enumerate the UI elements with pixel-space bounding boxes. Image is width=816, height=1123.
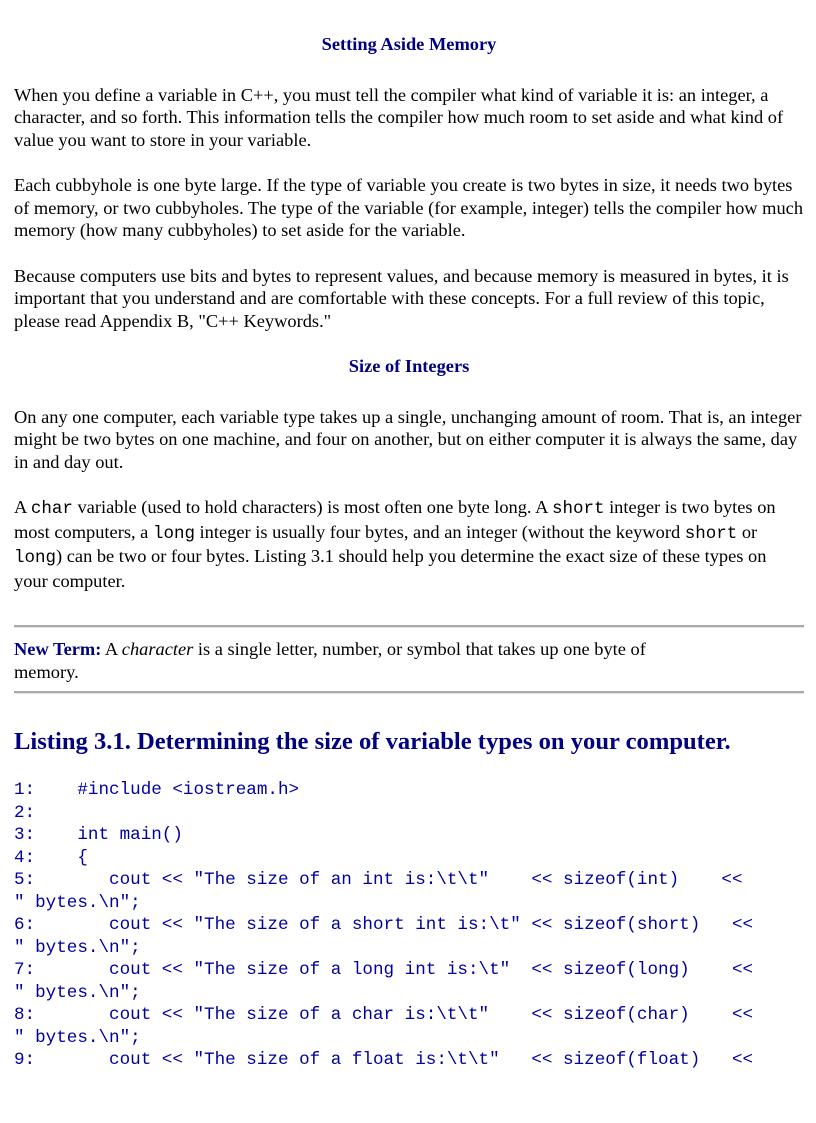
listing-title: Listing 3.1. Determining the size of variable types on your computer. [14,728,731,755]
note-term: character [121,639,194,659]
text-span: integer is two bytes on most computers, a [14,497,776,542]
code-line: " bytes.\n"; [14,937,141,958]
paragraph: When you define a variable in C++, you must tell the compiler what kind of variable it is: an integer, a character, and so forth. This information tells the compiler how much room to set aside and what kind of value you want to store in your variable. [14,84,784,150]
code-line: 1: #include <iostream.h> [14,780,300,800]
code-line: 7: cout << "The size of a long int is:\t" << sizeof(long) << [14,960,754,980]
code-line: 6: cout << "The size of a short int is:\t" << sizeof(short) << [14,915,754,935]
paragraph: Because computers use bits and bytes to represent values, and because memory is measured in bytes, it is important that you understand and are comfortable with these concepts. For a full review of this topic, please read Appendix B, "C++ Keywords." [14,265,789,331]
keyword-short: short [684,523,738,544]
document-page [14,0,804,1072]
note-label: New Term: [14,639,102,659]
code-line: " bytes.\n"; [14,1027,141,1048]
code-line: " bytes.\n"; [14,982,141,1003]
keyword-long: long [152,523,195,544]
code-line: 4: { [14,847,88,868]
code-listing [14,779,804,1072]
text-span: integer is usually four bytes, and an integer (without the keyword [194,521,685,542]
code-line: 3: int main() [14,825,183,845]
code-line: 5: cout << "The size of an int is:\t\t" << sizeof(int) << [14,870,743,890]
code-line: 9: cout << "The size of a float is:\t\t" << sizeof(float) << [14,1050,754,1070]
keyword-long: long [14,548,57,568]
text-span: variable (used to hold characters) is most often one byte long. A [72,497,552,517]
text-span: A [101,639,122,659]
paragraph: Each cubbyhole is one byte large. If the type of variable you create is two bytes in size, it needs two bytes of memory, or two cubbyholes. The type of the variable (for example, integer) tells the compiler how much memory (how many cubbyholes) to set aside for the variable. [14,175,804,240]
code-line: 2: [14,802,36,823]
code-line: 8: cout << "The size of a char is:\t\t" << sizeof(char) << [14,1005,754,1025]
section-heading-size-of-integers: Size of Integers [348,356,470,376]
text-span: ) can be two or four bytes. Listing 3.1 should help you determine the exact size of these types on your computer. [14,546,767,591]
text-span: is a single letter, number, or symbol that takes up one byte of memory. [14,639,646,682]
text-span: or [737,521,758,542]
section-heading-setting-aside-memory: Setting Aside Memory [321,34,497,54]
new-term-note [14,638,714,683]
code-line: " bytes.\n"; [14,892,141,913]
keyword-short: short [551,499,605,519]
keyword-char: char [30,499,73,519]
paragraph-keywords [14,496,804,592]
paragraph: On any one computer, each variable type takes up a single, unchanging amount of room. That is, an integer might be two bytes on one machine, and four on another, but on either computer it is always the same, day in and day out. [14,406,802,472]
text-span: A [14,497,31,517]
